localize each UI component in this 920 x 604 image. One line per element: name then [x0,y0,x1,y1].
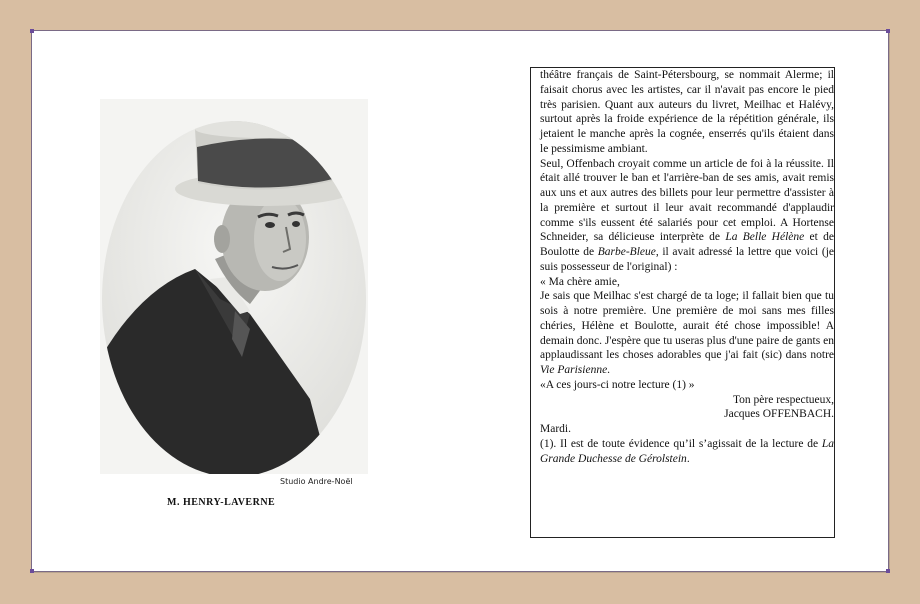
text-run: . [607,364,611,376]
text-run: Seul, Offenbach croyait comme un article de foi à la réussite. Il était allé trouver le ban et l'arrière-ban de ses amis, avait remis aux uns et aux autres des billets pour leur permettre d'assister à la première et surtout il leur avait recommandé d'applaudir comme s'ils eussent été salariés pour cet emploi. A Hortense Schneider, sa délicieuse interprète de [540,157,834,244]
photo-caption: M. HENRY-LAVERNE [167,497,276,508]
text-run: et de Boulotte de [540,231,834,258]
footnote [540,437,834,467]
letter-body [540,289,834,378]
text-column [530,67,835,538]
work-title: La Belle Hélène [725,231,805,244]
paragraph [540,157,834,275]
text-run: Je sais que Meilhac s'est chargé de ta loge; il fallait bien que tu sois à notre première. Une première de moi sans mes filles chéries, Hélène et Boulotte, aurait été chose impossible! A demain donc. J'espère que tu useras plus d'une paire de gants en applaudissant les choses adorables que j'ai fait (sic) dans notre [540,290,834,362]
text-run: , il avait adressé la lettre que voici (je suis possesseur de l'original) : [540,246,835,273]
document-page [31,30,889,572]
work-title: La Grande Duchesse de Gérolstein [540,437,834,465]
corner-mark [886,569,890,573]
letter-signature: Jacques OFFENBACH. [724,408,834,421]
photo-credit: Studio Andre-Noël [280,477,353,486]
portrait-photo [100,99,368,474]
corner-mark [30,29,34,33]
letter-salutation: « Ma chère amie, [540,275,620,288]
letter-closing: «A ces jours-ci notre lecture (1) » [540,378,695,391]
letter-signoff: Ton père respectueux, [732,393,834,406]
paragraph: théâtre français de Saint-Pétersbourg, se nommait Alerme; il faisait chorus avec les artistes, car il n'avait pas encore le pied très parisien. Quant aux auteurs du livret, Meilhac et Halévy, surtout après la froide expérience de la répétition générale, ils jetaient le manche après la cognée, enserrés qu'ils étaient dans le pessimisme ambiant. [540,69,834,155]
work-title: Vie Parisienne [540,364,608,376]
corner-mark [30,569,34,573]
work-title: Barbe-Bleue [597,246,656,258]
letter-day: Mardi. [540,423,571,435]
text-run: . [686,452,690,465]
corner-mark [886,29,890,33]
text-run: (1). Il est de toute évidence qu’il s’agissait de la lecture de [540,437,822,450]
